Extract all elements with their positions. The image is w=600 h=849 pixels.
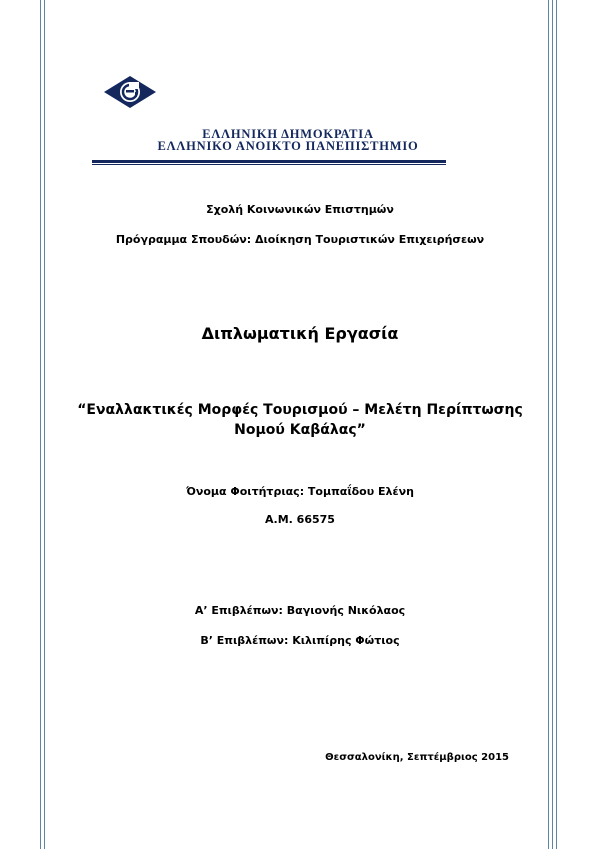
student-name: Όνομα Φοιτήτριας: Τομπαΐδου Ελένη: [186, 485, 414, 498]
supervisor-a: Α’ Επιβλέπων: Βαγιονής Νικόλαος: [194, 604, 406, 617]
university-logo: [102, 74, 158, 110]
thesis-title-line2: Νομού Καβάλας”: [234, 422, 366, 438]
school-name: Σχολή Κοινωνικών Επιστημών: [206, 203, 394, 216]
header-block: [128, 128, 448, 152]
study-program: Πρόγραμμα Σπουδών: Διοίκηση Τουριστικών Επιχειρήσεων: [115, 233, 485, 246]
place-date: Θεσσαλονίκη, Σεπτέμβριος 2015: [325, 752, 509, 763]
supervisor-b: Β’ Επιβλέπων: Κιλιπίρης Φώτιος: [200, 634, 400, 647]
header-rule-thin: [92, 164, 446, 165]
header-university: ΕΛΛΗΝΙΚΟ ΑΝΟΙΚΤΟ ΠΑΝΕΠΙΣΤΗΜΙΟ: [157, 139, 419, 153]
document-type: Διπλωματική Εργασία: [201, 324, 399, 343]
header-republic: ΕΛΛΗΝΙΚΗ ΔΗΜΟΚΡΑΤΙΑ: [202, 127, 374, 141]
header-rule-thick: [92, 160, 446, 163]
thesis-title-line1: “Εναλλακτικές Μορφές Τουρισμού – Μελέτη Περίπτωσης: [77, 402, 523, 418]
student-id: Α.Μ. 66575: [265, 513, 335, 526]
